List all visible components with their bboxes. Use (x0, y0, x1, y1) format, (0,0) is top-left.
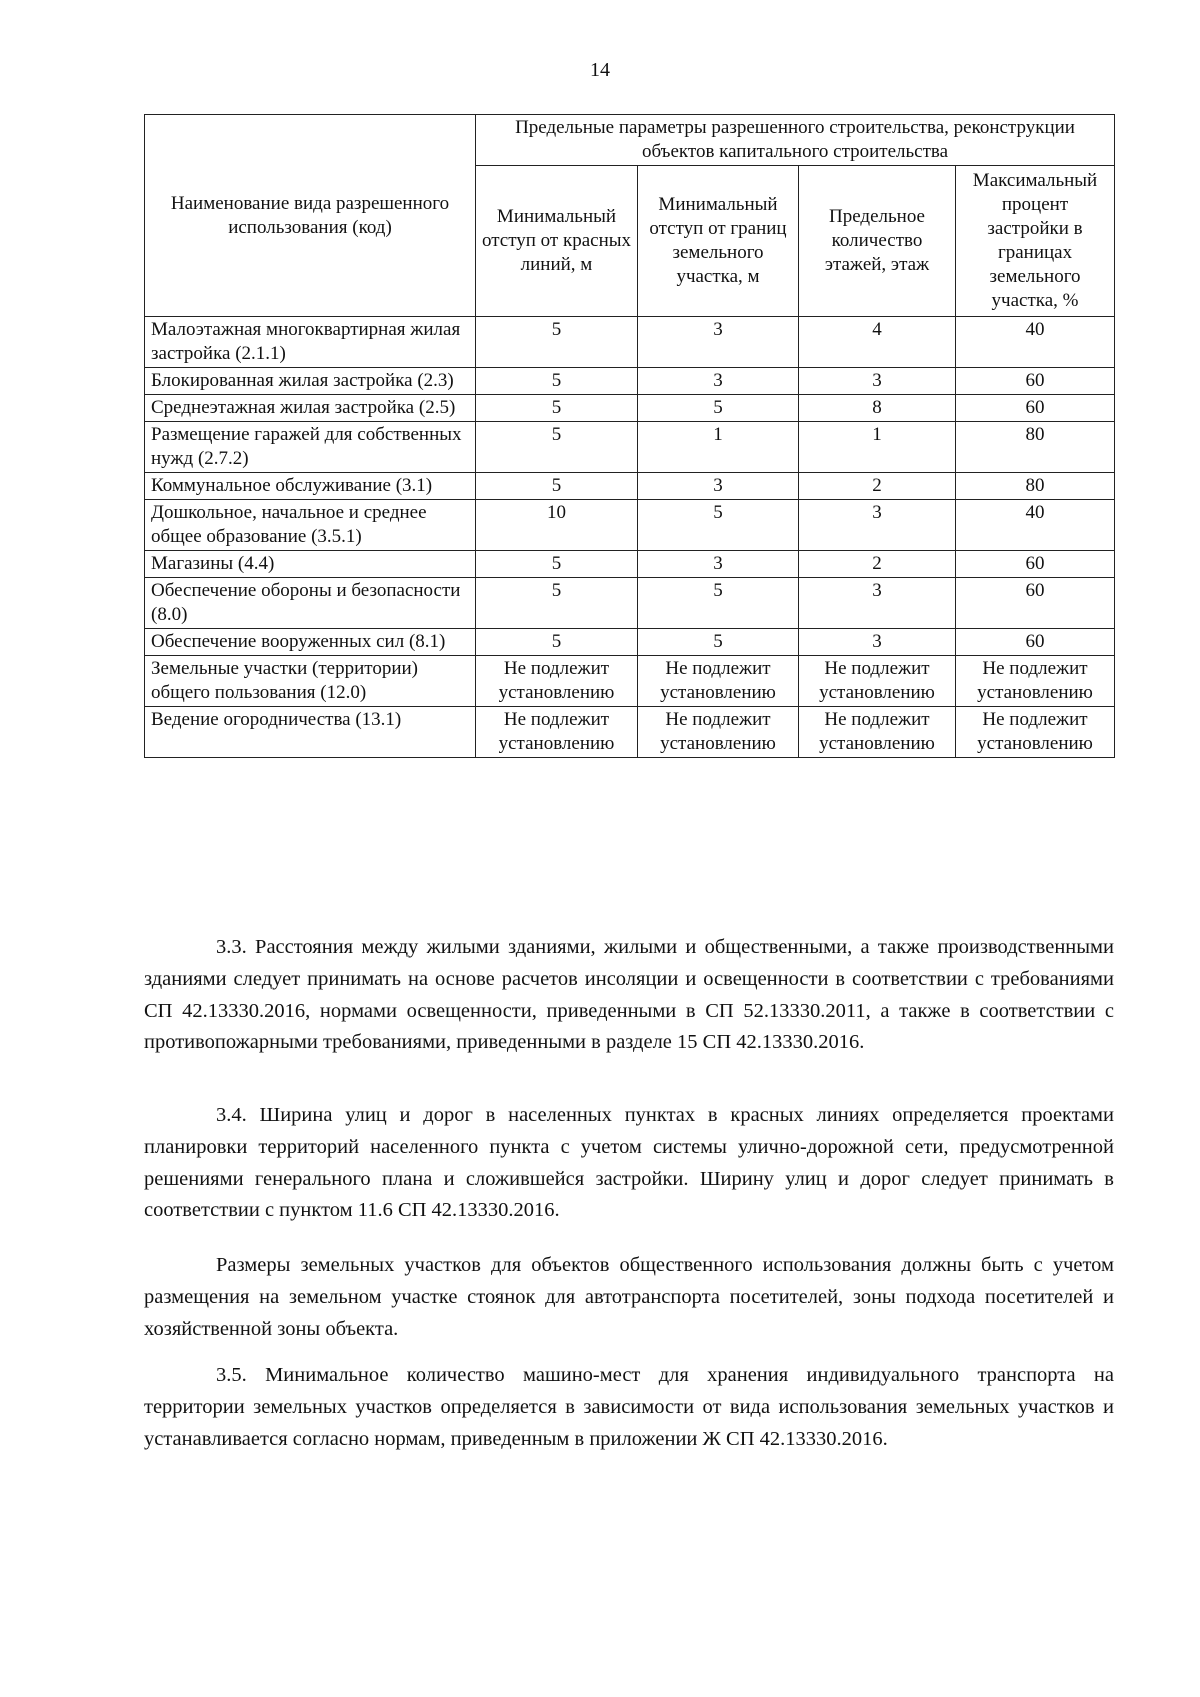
value-max-floors: 3 (799, 368, 956, 395)
value-min-setback-red-lines: 5 (476, 578, 638, 629)
value-max-building-percent: 60 (956, 578, 1115, 629)
table-body (145, 317, 1115, 758)
header-max-building-percent: Максимальный процент застройки в границах земельного участка, % (956, 166, 1115, 317)
value-min-setback-plot-borders: 3 (638, 551, 799, 578)
value-max-floors: 3 (799, 500, 956, 551)
table-row (145, 500, 1115, 551)
table-row (145, 473, 1115, 500)
value-max-floors: 4 (799, 317, 956, 368)
value-min-setback-plot-borders: Не подлежит установлению (638, 707, 799, 758)
value-max-floors: 2 (799, 551, 956, 578)
value-min-setback-red-lines: 10 (476, 500, 638, 551)
value-max-building-percent: 60 (956, 629, 1115, 656)
value-min-setback-plot-borders: Не подлежит установлению (638, 656, 799, 707)
value-min-setback-red-lines: 5 (476, 422, 638, 473)
usage-type-name: Обеспечение обороны и безопасности (8.0) (145, 578, 476, 629)
value-min-setback-plot-borders: 5 (638, 629, 799, 656)
value-max-building-percent: 80 (956, 422, 1115, 473)
value-max-floors: Не подлежит установлению (799, 656, 956, 707)
usage-type-name: Среднеэтажная жилая застройка (2.5) (145, 395, 476, 422)
value-min-setback-plot-borders: 3 (638, 473, 799, 500)
value-max-floors: 2 (799, 473, 956, 500)
usage-type-name: Коммунальное обслуживание (3.1) (145, 473, 476, 500)
value-max-floors: 8 (799, 395, 956, 422)
table-row (145, 578, 1115, 629)
usage-type-name: Малоэтажная многоквартирная жилая застройка (2.1.1) (145, 317, 476, 368)
value-max-building-percent: Не подлежит установлению (956, 656, 1115, 707)
value-max-floors: 1 (799, 422, 956, 473)
value-max-building-percent: 40 (956, 500, 1115, 551)
value-max-floors: 3 (799, 629, 956, 656)
value-min-setback-red-lines: 5 (476, 551, 638, 578)
value-max-building-percent: 40 (956, 317, 1115, 368)
value-max-building-percent: 60 (956, 395, 1115, 422)
usage-type-name: Магазины (4.4) (145, 551, 476, 578)
usage-type-name: Дошкольное, начальное и среднее общее образование (3.5.1) (145, 500, 476, 551)
table-row (145, 629, 1115, 656)
paragraph-3-3: 3.3. Расстояния между жилыми зданиями, жилыми и общественными, а также производственными зданиями следует принимать на основе расчетов инсоляции и освещенности в соответствии с требованиями СП 42.13330.2016, нормами освещенности, приведенными в СП 52.13330.2011, а также в соответствии с противопожарными требованиями, приведенными в разделе 15 СП 42.13330.2016. (144, 936, 1114, 1054)
value-min-setback-red-lines: 5 (476, 629, 638, 656)
value-min-setback-red-lines: 5 (476, 368, 638, 395)
table-row (145, 368, 1115, 395)
value-max-building-percent: 80 (956, 473, 1115, 500)
usage-type-name: Ведение огородничества (13.1) (145, 707, 476, 758)
value-min-setback-plot-borders: 5 (638, 500, 799, 551)
value-min-setback-plot-borders: 5 (638, 395, 799, 422)
paragraph-plot-sizes: Размеры земельных участков для объектов общественного использования должны быть с учетом размещения на земельном участке стоянок для автотранспорта посетителей, зоны подхода посетителей и хозяйственной зоны объекта. (144, 1254, 1114, 1340)
usage-type-name: Обеспечение вооруженных сил (8.1) (145, 629, 476, 656)
table-row (145, 707, 1115, 758)
paragraph-3-5: 3.5. Минимальное количество машино-мест для хранения индивидуального транспорта на территории земельных участков определяется в зависимости от вида использования земельных участков и устанавливается согласно нормам, приведенным в приложении Ж СП 42.13330.2016. (144, 1364, 1114, 1450)
header-max-floors: Предельное количество этажей, этаж (799, 166, 956, 317)
value-max-building-percent: Не подлежит установлению (956, 707, 1115, 758)
value-max-floors: 3 (799, 578, 956, 629)
page-number: 14 (590, 59, 610, 81)
usage-type-name: Размещение гаражей для собственных нужд (2.7.2) (145, 422, 476, 473)
header-min-setback-red-lines: Минимальный отступ от красных линий, м (476, 166, 638, 317)
table-row (145, 656, 1115, 707)
value-max-floors: Не подлежит установлению (799, 707, 956, 758)
table-row (145, 395, 1115, 422)
paragraph-3-4: 3.4. Ширина улиц и дорог в населенных пунктах в красных линиях определяется проектами планировки территорий населенного пункта с учетом системы улично-дорожной сети, предусмотренной решениями генерального плана и сложившейся застройки. Ширину улиц и дорог следует принимать в соответствии с пунктом 11.6 СП 42.13330.2016. (144, 1104, 1114, 1222)
table-row (145, 317, 1115, 368)
usage-type-name: Земельные участки (территории) общего пользования (12.0) (145, 656, 476, 707)
value-min-setback-plot-borders: 3 (638, 368, 799, 395)
value-min-setback-plot-borders: 1 (638, 422, 799, 473)
header-usage-type: Наименование вида разрешенного использования (код) (145, 115, 476, 317)
value-min-setback-red-lines: Не подлежит установлению (476, 656, 638, 707)
parameters-table (144, 114, 1115, 758)
value-min-setback-red-lines: 5 (476, 473, 638, 500)
header-min-setback-plot-borders: Минимальный отступ от границ земельного участка, м (638, 166, 799, 317)
value-min-setback-red-lines: 5 (476, 317, 638, 368)
value-min-setback-plot-borders: 5 (638, 578, 799, 629)
value-min-setback-plot-borders: 3 (638, 317, 799, 368)
usage-type-name: Блокированная жилая застройка (2.3) (145, 368, 476, 395)
header-parameters-group: Предельные параметры разрешенного строительства, реконструкции объектов капитального строительства (476, 115, 1115, 166)
value-min-setback-red-lines: 5 (476, 395, 638, 422)
table-row (145, 422, 1115, 473)
value-max-building-percent: 60 (956, 551, 1115, 578)
table-row (145, 551, 1115, 578)
value-max-building-percent: 60 (956, 368, 1115, 395)
value-min-setback-red-lines: Не подлежит установлению (476, 707, 638, 758)
